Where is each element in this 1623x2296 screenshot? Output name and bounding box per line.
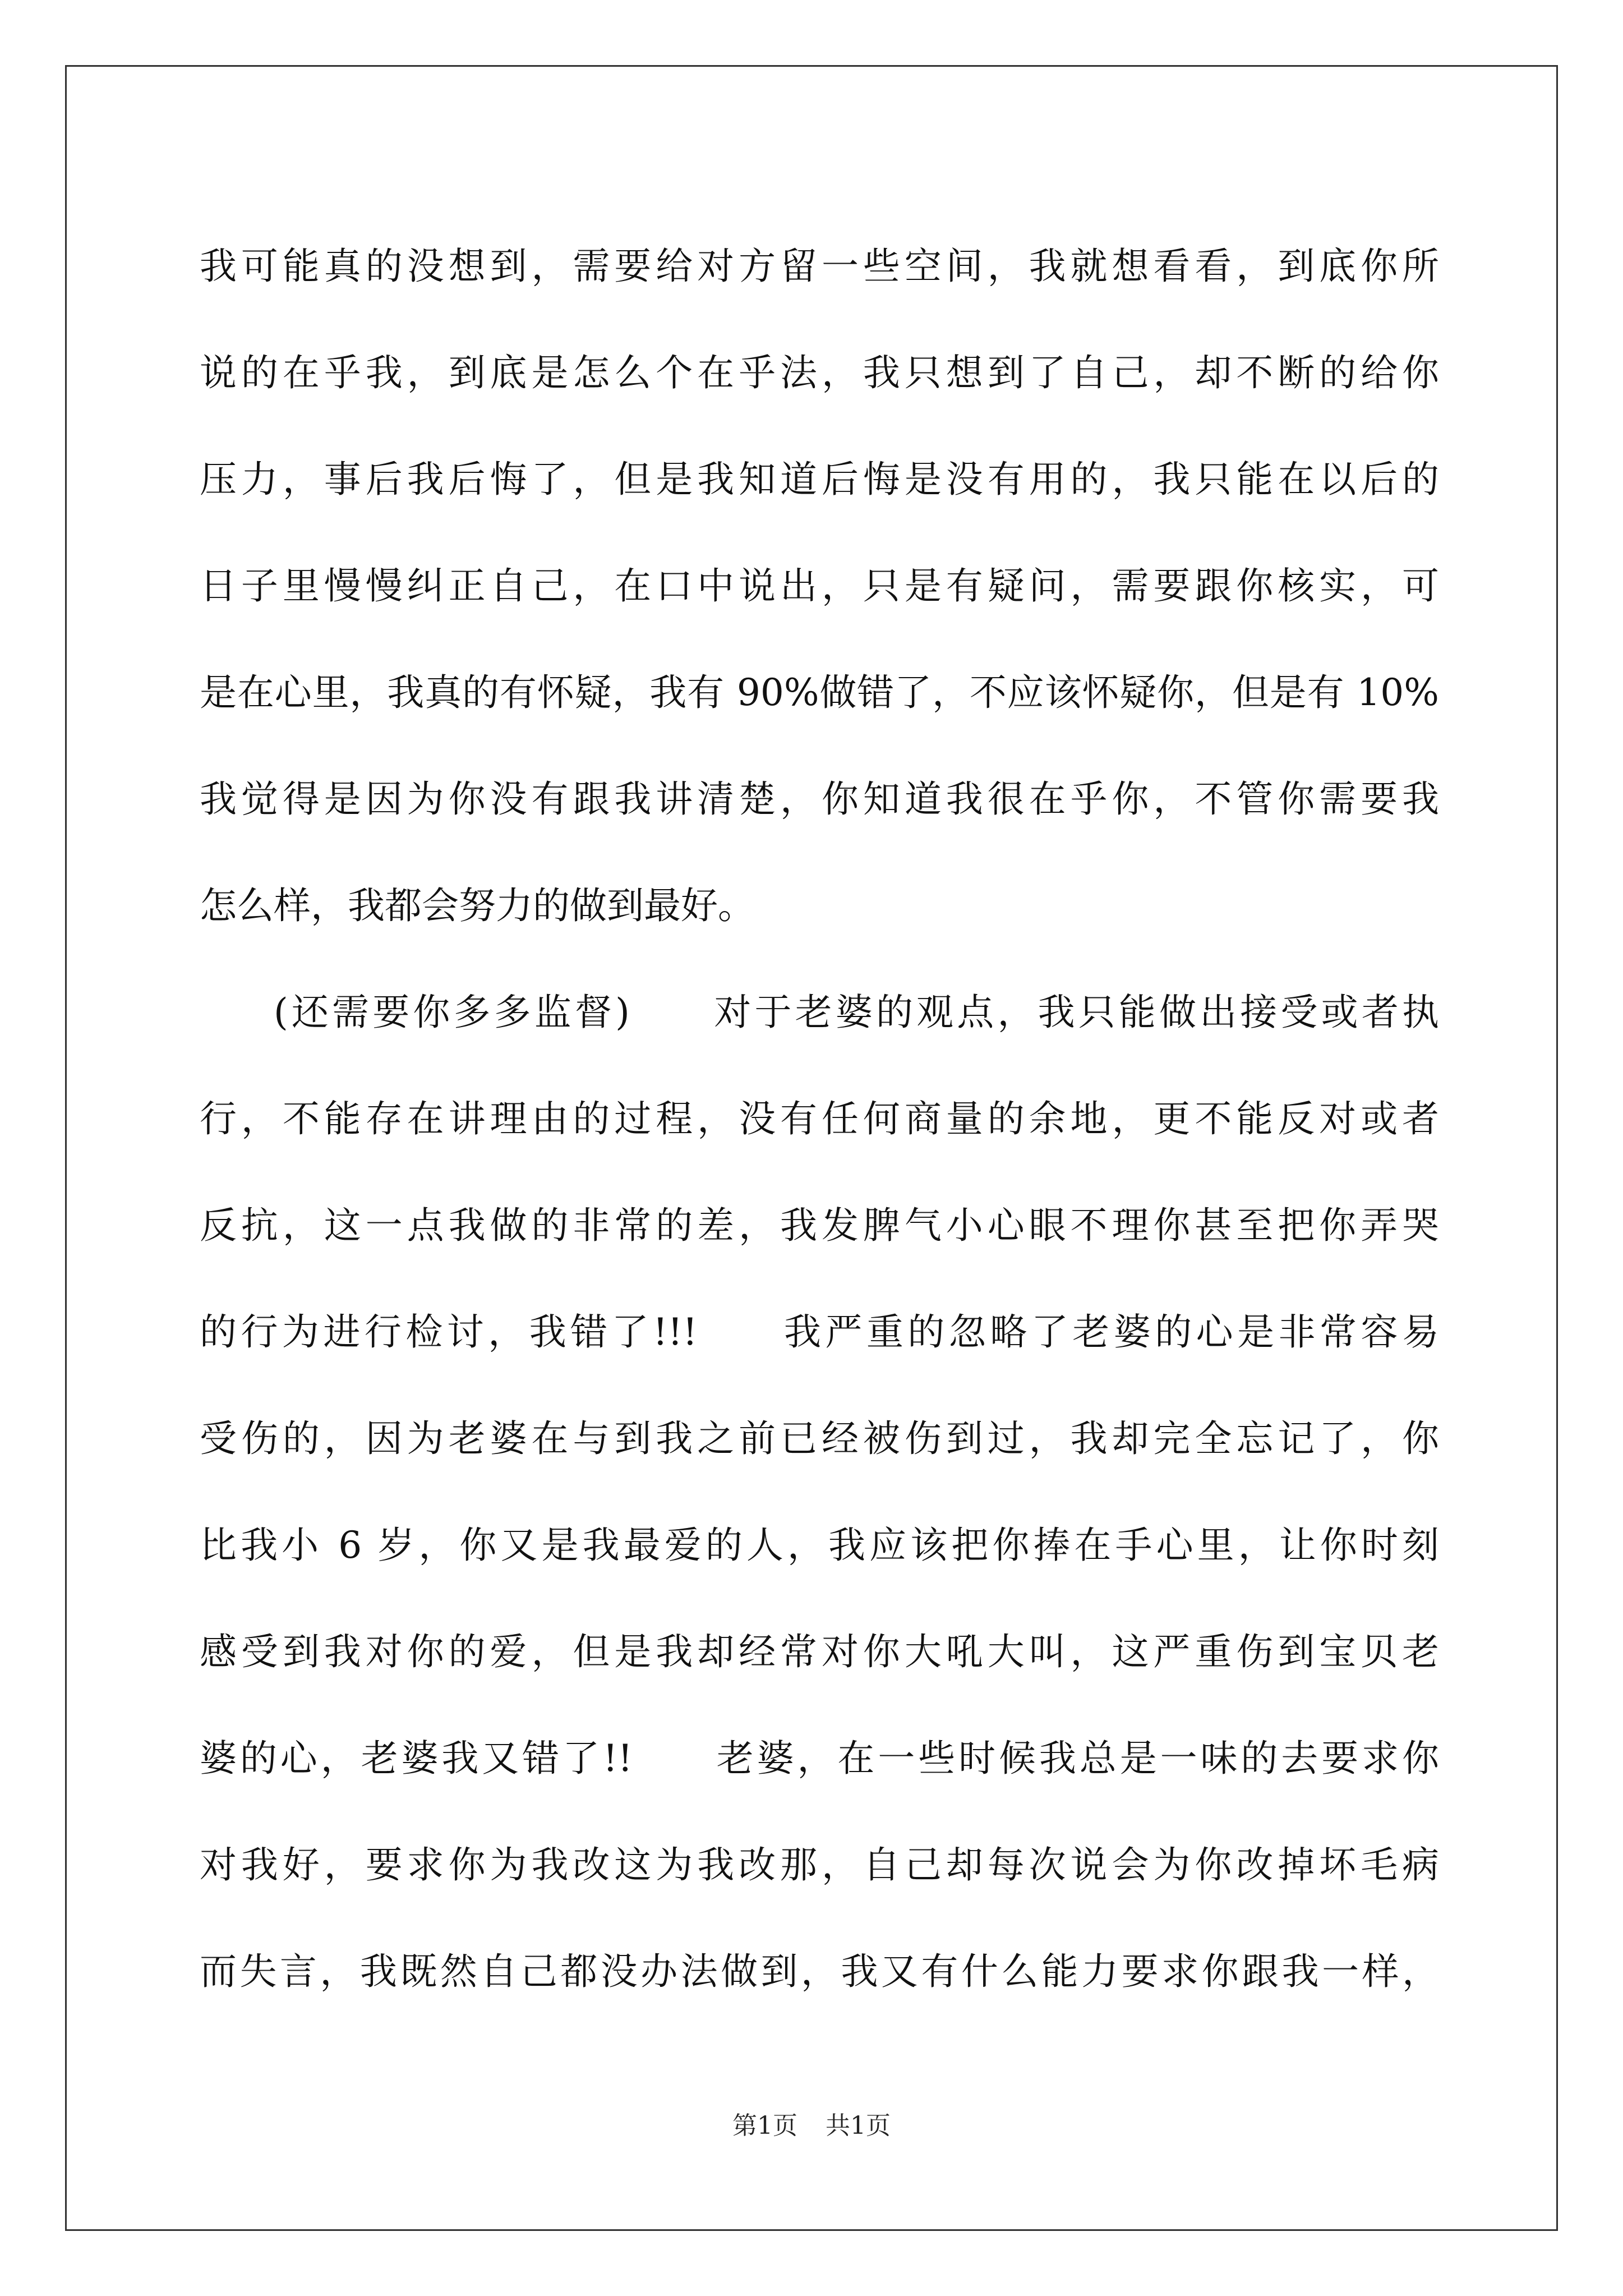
text-line: 怎么样，我都会努力的做到最好。 bbox=[200, 884, 755, 927]
text-line: 感受到我对你的爱，但是我却经常对你大吼大叫，这严重伤到宝贝老 bbox=[200, 1630, 1439, 1673]
text-line: 日子里慢慢纠正自己，在口中说出，只是有疑问，需要跟你核实，可 bbox=[200, 564, 1439, 608]
text-line: 我觉得是因为你没有跟我讲清楚，你知道我很在乎你，不管你需要我 bbox=[200, 777, 1439, 821]
text-line: 是在心里，我真的有怀疑，我有 90%做错了，不应该怀疑你，但是有 10% bbox=[200, 671, 1439, 714]
text-line: (还需要你多多监督) 对于老婆的观点，我只能做出接受或者执 bbox=[274, 991, 1439, 1034]
text-line: 行，不能存在讲理由的过程，没有任何商量的余地，更不能反对或者 bbox=[200, 1097, 1439, 1140]
text-line: 的行为进行检讨，我错了!!! 我严重的忽略了老婆的心是非常容易 bbox=[200, 1310, 1439, 1354]
text-line: 受伤的，因为老婆在与到我之前已经被伤到过，我却完全忘记了，你 bbox=[200, 1417, 1439, 1460]
text-line: 比我小 6 岁，你又是我最爱的人，我应该把你捧在手心里，让你时刻 bbox=[200, 1524, 1439, 1567]
text-line: 我可能真的没想到，需要给对方留一些空间，我就想看看，到底你所 bbox=[200, 245, 1439, 288]
text-line: 压力，事后我后悔了，但是我知道后悔是没有用的，我只能在以后的 bbox=[200, 458, 1439, 501]
document-body bbox=[200, 213, 1439, 2025]
text-line: 婆的心，老婆我又错了!! 老婆，在一些时候我总是一味的去要求你 bbox=[200, 1737, 1439, 1780]
text-line: 对我好，要求你为我改这为我改那，自己却每次说会为你改掉坏毛病 bbox=[200, 1843, 1439, 1887]
text-line: 说的在乎我，到底是怎么个在乎法，我只想到了自己，却不断的给你 bbox=[200, 351, 1439, 394]
page-footer bbox=[0, 2109, 1623, 2143]
text-line: 反抗，这一点我做的非常的差，我发脾气小心眼不理你甚至把你弄哭 bbox=[200, 1204, 1439, 1247]
text-line: 而失言，我既然自己都没办法做到，我又有什么能力要求你跟我一样， bbox=[200, 1950, 1439, 1993]
page-number: 第1页 bbox=[732, 2111, 797, 2140]
page-total: 共1页 bbox=[826, 2111, 891, 2140]
